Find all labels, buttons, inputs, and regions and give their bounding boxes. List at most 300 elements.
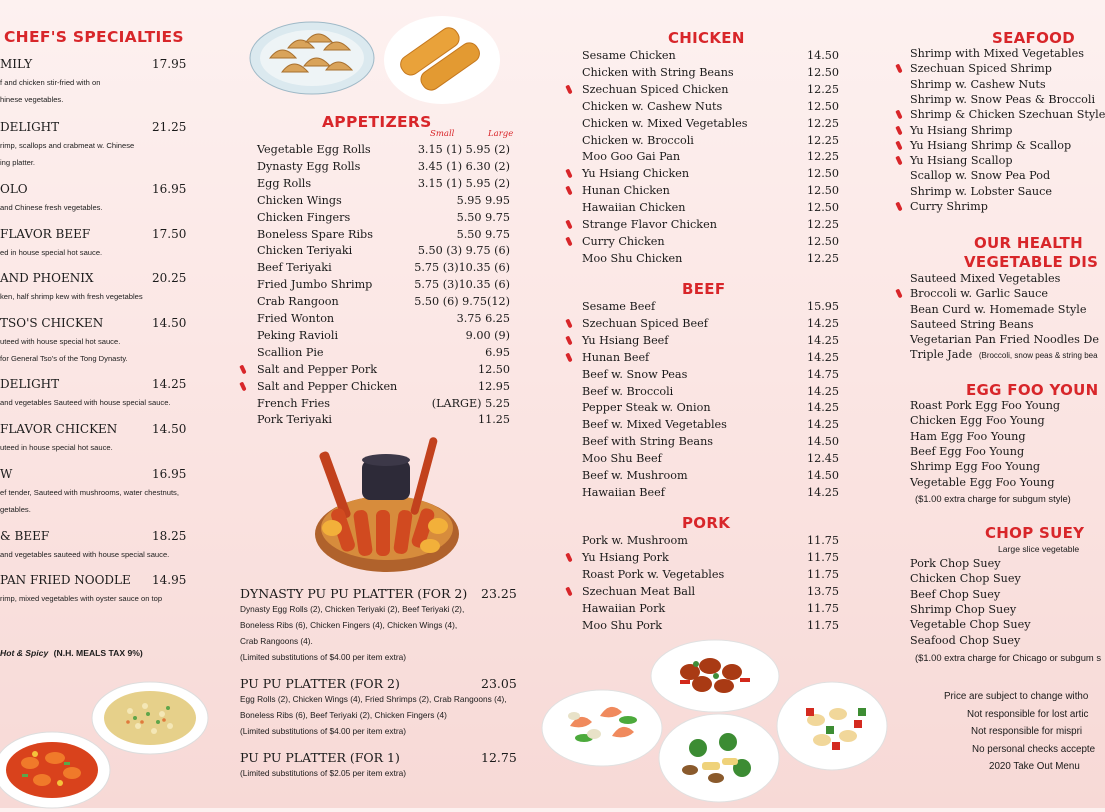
menu-item-price: 5.75 (3)10.35 (6) [414,278,510,292]
chef-item-price: 17.50 [152,227,187,241]
menu-item-name: Yu Hsiang Scallop [910,154,1013,168]
menu-item-row [582,200,840,216]
menu-item-row [582,166,840,182]
hot-spicy-icon [895,64,902,74]
menu-item-name: Hawaiian Chicken [582,201,686,215]
chop-suey-heading: CHOP SUEY [985,524,1085,542]
menu-item-price: 12.50 [806,184,839,198]
menu-item-name: Chicken Egg Foo Young [910,414,1045,428]
chop-suey-note: ($1.00 extra charge for Chicago or subgum s [915,652,1102,663]
menu-item-row [910,571,1021,587]
menu-item-name: Yu Hsiang Shrimp [910,123,1013,137]
hot-spicy-icon [895,125,902,135]
menu-item-name: Szechuan Spiced Beef [582,316,708,330]
menu-item-name: Yu Hsiang Beef [582,333,669,347]
menu-item-row [582,299,840,315]
menu-item-price: 14.50 [806,49,839,62]
menu-item-name: Sesame Beef [582,300,656,313]
chef-item-description: ef tender, Sauteed with mushrooms, water chestnuts, [0,488,179,497]
menu-item-row [582,567,840,583]
hot-spicy-label: Hot & Spicy [0,648,49,658]
menu-item-row [910,602,1016,618]
menu-item-row [582,149,840,165]
hot-spicy-icon [565,335,572,345]
shrimp-vegetables-image [540,686,664,768]
chef-item-description: uteed in house special hot sauce. [0,443,113,452]
beef-heading: BEEF [682,280,726,298]
platter-title: PU PU PLATTER (FOR 1) [240,750,400,765]
chef-item-description: and vegetables sauteed with house special sauce. [0,550,170,559]
menu-item-name: Broccoli w. Garlic Sauce [910,287,1049,301]
menu-item-row [910,199,1080,215]
chef-footnote [0,648,143,658]
menu-item-row [257,362,513,378]
menu-item-name: Chicken w. Mixed Vegetables [582,116,748,130]
menu-item-name: Fried Jumbo Shrimp [257,278,373,292]
chef-item-price: 14.50 [152,422,187,436]
menu-item-price: 5.50 (3) 9.75 (6) [417,244,510,258]
menu-item-row [582,417,840,433]
menu-item-row [582,367,840,383]
menu-item-row [257,294,513,310]
menu-item-name: Beef Chop Suey [910,587,1001,601]
menu-item-row [910,332,1099,348]
menu-item-name: Boneless Spare Ribs [257,227,373,241]
hot-spicy-icon [895,140,902,150]
menu-item-name: Beef w. Snow Peas [582,367,688,381]
chef-item-price: 20.25 [152,271,187,285]
menu-item-row [910,398,1060,414]
menu-item-row [582,550,840,566]
hot-spicy-icon [565,586,572,596]
menu-item-price: 12.50 [806,234,839,248]
notice-line: Not responsible for lost artic [967,708,1089,720]
menu-item-name: Shrimp Chop Suey [910,602,1017,616]
menu-item-price: 12.50 [806,99,839,113]
menu-item-name: Chicken w. Cashew Nuts [582,99,723,113]
menu-item-name: Ham Egg Foo Young [910,429,1026,443]
menu-item-price: 12.25 [806,251,839,265]
menu-item-price: 14.50 [806,435,839,449]
sweet-sour-shrimp-image [0,718,112,808]
menu-item-name: Chicken Chop Suey [910,572,1021,586]
menu-item-row [582,82,840,98]
menu-item-price: 3.15 (1) 5.95 (2) [417,176,510,190]
hot-spicy-icon [895,202,902,212]
menu-item-row [257,379,513,395]
menu-item-name: Pepper Steak w. Onion [582,401,711,415]
menu-item-price: 11.75 [806,618,839,632]
hot-spicy-icon [565,220,572,230]
menu-item-name: Hawaiian Beef [582,485,665,499]
menu-item-price: (LARGE) 5.25 [431,396,510,410]
menu-item-row [257,243,513,259]
chef-item-name: FLAVOR CHICKEN [0,422,118,436]
hot-spicy-icon [565,552,572,562]
mixed-vegetables-image [658,712,780,804]
menu-item-row [910,617,1031,633]
hot-spicy-icon [895,110,902,120]
chef-item-price: 16.95 [152,182,187,196]
menu-item-price: 12.45 [806,452,839,466]
chicken-heading: CHICKEN [668,29,745,47]
platter-description: Dynasty Egg Rolls (2), Chicken Teriyaki (2), Beef Teriyaki (2), [240,604,465,614]
menu-item-price: 12.25 [806,218,839,231]
menu-item-name: Vegetable Egg Rolls [257,143,371,156]
chef-item-price: 14.25 [152,377,187,391]
hot-spicy-icon [239,381,246,391]
menu-item-name: Szechuan Meat Ball [582,584,696,598]
egg-rolls-photo [382,10,502,106]
menu-item-row [910,184,1080,200]
platter-price: 12.75 [481,750,517,765]
menu-item-name: Sesame Chicken [582,49,676,62]
menu-item-row [257,227,513,243]
menu-item-row [910,587,1000,603]
spicy-chicken-photo [650,638,780,714]
egg-foo-young-note: ($1.00 extra charge for subgum style) [915,493,1071,504]
chef-item-description: uteed with house special hot sauce. [0,337,121,346]
chef-item-name: AND PHOENIX [0,271,94,285]
menu-item-price: 5.50 9.75 [456,227,510,241]
menu-item-price: 14.25 [806,384,839,398]
menu-item-row [582,350,840,366]
menu-item-price: 14.25 [806,316,839,330]
menu-item-price: 12.50 [806,167,839,181]
pork-heading: PORK [682,514,731,532]
menu-item-row [582,48,840,64]
menu-item-name: Chicken w. Broccoli [582,133,694,147]
menu-item-name: Roast Pork w. Vegetables [582,567,725,581]
menu-item-name: Beef w. Mushroom [582,469,688,482]
menu-item-name: Roast Pork Egg Foo Young [910,399,1061,412]
chef-item-description: and Chinese fresh vegetables. [0,203,103,212]
menu-item-price: 12.25 [806,116,839,130]
menu-item-row [582,584,840,600]
egg-foo-young-heading: EGG FOO YOUN [966,381,1099,399]
menu-item-row [582,234,840,250]
menu-item-row [910,475,1054,491]
menu-item-row [910,633,1020,649]
menu-item-price: 14.25 [806,333,839,347]
menu-item-row [910,317,1080,333]
chef-item-description: hinese vegetables. [0,95,64,104]
menu-item-row [582,99,840,115]
menu-item-price: 12.50 [806,65,839,79]
menu-item-name: Peking Ravioli [257,328,339,342]
menu-item-price: 14.25 [806,401,839,415]
triple-jade-name: Triple Jade [910,348,973,361]
cashew-chicken-image [776,680,888,772]
menu-item-row [910,429,1026,445]
menu-item-name: Vegetable Egg Foo Young [910,475,1055,489]
menu-item-name: Egg Rolls [257,176,312,190]
menu-item-row [910,413,1045,429]
chef-item-price: 16.95 [152,467,187,481]
menu-item-name: Dynasty Egg Rolls [257,159,361,173]
menu-item-row [257,260,513,276]
hot-spicy-icon [565,186,572,196]
chef-item-name: FLAVOR BEEF [0,227,91,241]
menu-item-row [910,444,1024,460]
platter-description: Boneless Ribs (6), Chicken Fingers (4), Chicken Wings (4), [240,620,458,630]
spicy-chicken-image [650,638,780,714]
chef-item-description: rimp, scallops and crabmeat w. Chinese [0,141,135,150]
hot-spicy-icon [895,289,902,299]
triple-jade-desc: (Broccoli, snow peas & string bea [978,351,1098,360]
menu-item-row [910,123,1080,139]
menu-item-row [910,61,1080,77]
dumplings-image [248,14,376,98]
menu-item-name: Crab Rangoon [257,295,339,309]
menu-item-name: Sauteed String Beans [910,317,1034,331]
meals-tax-label: (N.H. MEALS TAX 9%) [53,648,143,658]
menu-item-price: 14.50 [806,469,839,482]
menu-item-row [910,153,1080,169]
menu-item-row [582,183,840,199]
chef-item-price: 18.25 [152,529,187,543]
chef-item-name: OLO [0,182,28,196]
menu-item-name: Chicken Teriyaki [257,244,353,258]
chef-item-price: 14.95 [152,573,187,587]
menu-item-row [582,251,840,267]
menu-item-price: 14.25 [806,485,839,499]
menu-item-row [257,345,513,361]
menu-item-name: Beef with String Beans [582,435,714,449]
menu-item-name: Shrimp & Chicken Szechuan Style [910,108,1105,122]
chef-item-description: ing platter. [0,158,36,167]
platter-description: (Limited substitutions of $4.00 per item extra) [240,726,407,736]
chef-item-description: and vegetables Sauteed with house special sauce. [0,398,171,407]
menu-item-name: Fried Wonton [257,312,335,325]
hot-spicy-icon [895,156,902,166]
menu-item-row [582,65,840,81]
platter-title: PU PU PLATTER (FOR 2) [240,676,400,691]
chef-item-name: DELIGHT [0,120,60,134]
dumplings-photo [248,14,376,98]
appetizers-heading: APPETIZERS [322,113,432,131]
menu-item-price: 11.75 [806,534,839,547]
menu-item-price: 13.75 [806,584,839,598]
menu-item-row [257,142,513,158]
menu-item-row [910,302,1087,318]
menu-item-name: Curry Shrimp [910,200,988,213]
menu-item-row [910,286,1080,302]
menu-item-row [910,168,1080,184]
platter-description: (Limited substitutions of $2.05 per item extra) [240,768,407,778]
menu-item-row [257,311,513,327]
menu-item-price: 11.75 [806,567,839,581]
egg-rolls-image [382,10,502,106]
menu-item-name: Szechuan Spiced Chicken [582,82,729,96]
pupu-platter-image [312,430,462,576]
chef-item-name: & BEEF [0,529,50,543]
menu-item-row [582,485,840,501]
notice-line: 2020 Take Out Menu [989,761,1080,772]
chef-item-description: for General Tso's of the Tong Dynasty. [0,354,128,363]
health-heading: OUR HEALTH [974,234,1083,252]
seafood-heading: SEAFOOD [992,29,1075,47]
menu-item-name: Beef w. Mixed Vegetables [582,418,727,432]
notice-line: Price are subject to change witho [944,691,1089,702]
menu-item-name: French Fries [257,396,331,410]
menu-item-name: Vegetable Chop Suey [910,618,1031,632]
platter-title: DYNASTY PU PU PLATTER (FOR 2) [240,586,468,601]
menu-item-name: Chicken with String Beans [582,65,734,79]
menu-item-name: Moo Shu Beef [582,452,662,466]
menu-item-row [910,77,1080,93]
menu-item-price: 3.15 (1) 5.95 (2) [417,143,510,156]
menu-item-row [910,138,1080,154]
chef-item-description: ed in house special hot sauce. [0,248,103,257]
chef-item-name: W [0,467,13,481]
menu-item-name: Salt and Pepper Chicken [257,379,398,393]
menu-item-name: Moo Shu Chicken [582,251,683,265]
menu-item-name: Salt and Pepper Pork [257,362,377,376]
menu-item-name: Pork w. Mushroom [582,534,688,547]
menu-item-name: Yu Hsiang Shrimp & Scallop [910,138,1072,152]
menu-item-name: Shrimp w. Snow Peas & Broccoli [910,92,1096,106]
menu-item-name: Moo Goo Gai Pan [582,150,681,164]
chef-item-description: f and chicken stir-fried with on [0,78,101,87]
menu-item-name: Bean Curd w. Homemade Style [910,302,1087,316]
menu-item-name: Vegetarian Pan Fried Noodles De [910,333,1099,347]
platter-price: 23.05 [481,676,517,691]
mixed-vegetables-photo [658,712,780,804]
menu-item-price: 5.50 (6) 9.75(12) [414,295,510,309]
notice-line: Not responsible for mispri [971,726,1083,737]
menu-item-name: Chicken Wings [257,193,342,207]
menu-item-name: Beef Teriyaki [257,261,332,275]
menu-item-price: 11.25 [477,413,510,427]
menu-item-row [257,193,513,209]
menu-item-name: Shrimp w. Cashew Nuts [910,77,1046,91]
menu-item-row [582,333,840,349]
menu-item-price: 11.75 [806,601,839,615]
menu-item-row [257,412,513,428]
chef-item-price: 14.50 [152,316,187,330]
menu-item-row [257,277,513,293]
menu-item-row [582,217,840,233]
menu-item-row [582,133,840,149]
menu-item-price: 5.75 (3)10.35 (6) [414,261,510,275]
chef-item-price: 21.25 [152,120,187,134]
chef-item-description: ken, half shrimp kew with fresh vegetables [0,292,143,301]
vegetable-dishes-heading: VEGETABLE DIS [964,253,1099,271]
menu-item-row [257,210,513,226]
menu-item-name: Strange Flavor Chicken [582,218,717,231]
menu-item-row [582,451,840,467]
menu-item-row [910,556,1001,572]
appetizer-small-col-label: Small [430,129,455,139]
menu-item-price: 12.25 [806,82,839,96]
menu-item-row [582,384,840,400]
menu-item-price: 14.75 [806,367,839,381]
menu-item-row [582,316,840,332]
hot-spicy-icon [565,84,572,94]
menu-item-name: Yu Hsiang Chicken [582,167,690,181]
menu-item-row [910,271,1080,287]
chef-specialties-heading: CHEF'S SPECIALTIES [4,28,184,46]
menu-item-price: 12.25 [806,133,839,147]
chop-suey-subtitle: Large slice vegetable [998,544,1080,554]
menu-item-name: Seafood Chop Suey [910,633,1021,647]
platter-description: Boneless Ribs (6), Beef Teriyaki (2), Chicken Fingers (4) [240,710,447,720]
chef-item-name: PAN FRIED NOODLE [0,573,131,587]
menu-item-price: 12.50 [477,362,510,376]
notice-line: No personal checks accepte [972,743,1096,755]
menu-item-row [582,434,840,450]
platter-description: Egg Rolls (2), Chicken Wings (4), Fried Shrimps (2), Crab Rangoons (4), [240,694,507,704]
chef-item-description: rimp, mixed vegetables with oyster sauce on top [0,594,163,603]
menu-item-price: 12.95 [477,379,510,393]
platter-price: 23.25 [481,586,517,601]
menu-item-name: Shrimp Egg Foo Young [910,460,1041,474]
chef-item-name: MILY [0,57,33,71]
menu-item-price: 14.25 [806,350,839,364]
menu-item-price: 3.45 (1) 6.30 (2) [417,159,510,173]
chef-item-description: getables. [0,505,31,514]
menu-item-name: Pork Teriyaki [257,413,332,427]
menu-item-price: 5.50 9.75 [456,210,510,224]
menu-item-name: Yu Hsiang Pork [582,550,669,564]
menu-item-price: 12.50 [806,201,839,215]
menu-item-name: Pork Chop Suey [910,557,1001,570]
menu-item-price: 3.75 6.25 [456,312,510,325]
menu-item-row [257,176,513,192]
menu-item-price: 11.75 [806,550,839,564]
menu-item-name: Shrimp w. Lobster Sauce [910,184,1052,198]
menu-item-row [257,159,513,175]
menu-item-row [582,601,840,617]
menu-item-name: Shrimp with Mixed Vegetables [910,47,1084,60]
menu-item-name: Scallion Pie [257,345,324,359]
appetizer-large-col-label: Large [488,129,514,139]
hot-spicy-icon [565,318,572,328]
cashew-chicken-photo [776,680,888,772]
menu-item-price: 12.25 [806,150,839,164]
menu-item-name: Beef w. Broccoli [582,384,674,398]
menu-item-name: Curry Chicken [582,234,665,248]
shrimp-vegetables-photo [540,686,664,768]
menu-item-row [910,46,1084,62]
menu-item-price: 6.95 [485,345,510,359]
menu-item-name: Sauteed Mixed Vegetables [910,272,1061,285]
hot-spicy-icon [239,364,246,374]
menu-item-price: 15.95 [806,300,839,313]
chef-item-price: 17.95 [152,57,187,71]
hot-spicy-icon [565,236,572,246]
menu-item-row [582,468,840,484]
menu-item-row [582,116,840,132]
chef-item-name: DELIGHT [0,377,60,391]
platter-description: (Limited substitutions of $4.00 per item extra) [240,652,407,662]
menu-item-row [257,328,513,344]
menu-item-name: Szechuan Spiced Shrimp [910,62,1052,76]
menu-item-name: Chicken Fingers [257,210,351,224]
menu-item-row [582,533,840,549]
menu-item-name: Scallop w. Snow Pea Pod [910,169,1051,183]
chef-item-name: TSO'S CHICKEN [0,316,104,330]
menu-item-name: Moo Shu Pork [582,618,663,632]
menu-item-name: Beef Egg Foo Young [910,444,1025,458]
menu-item-name: Hunan Chicken [582,184,670,198]
hot-spicy-icon [565,352,572,362]
menu-item-price: 14.25 [806,418,839,432]
menu-item-row [582,400,840,416]
menu-item-name: Hunan Beef [582,350,650,364]
menu-item-row [910,92,1096,108]
